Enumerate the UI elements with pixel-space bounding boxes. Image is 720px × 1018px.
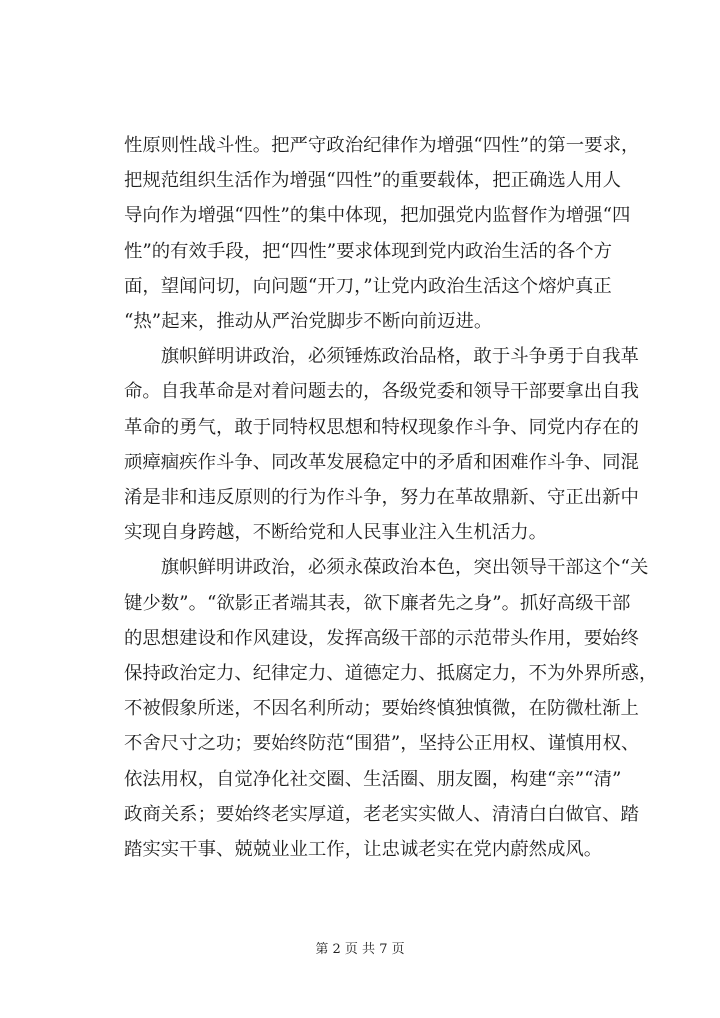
text-line: 性原则性战斗性。把严守政治纪律作为增强“四性”的第一要求， xyxy=(124,135,640,156)
page-number-label: 第 2 页 共 7 页 xyxy=(315,942,405,957)
text-line: 政商关系；要始终老实厚道，老老实实做人、清清白白做官、踏 xyxy=(124,803,639,825)
text-line: 保持政治定力、纪律定力、道德定力、抵腐定力，不为外界所惑， xyxy=(124,663,658,685)
text-line: 导向作为增强“四性”的集中体现，把加强党内监督作为增强“四 xyxy=(124,205,631,227)
page-footer xyxy=(0,938,720,957)
paragraph-1 xyxy=(124,128,640,339)
text-line: 命。自我革命是对着问题去的，各级党委和领导干部要拿出自我 xyxy=(124,381,639,403)
text-line: 旗帜鲜明讲政治，必须锤炼政治品格，敢于斗争勇于自我革 xyxy=(124,346,639,368)
text-line: 旗帜鲜明讲政治，必须永葆政治本色，突出领导干部这个“关 xyxy=(124,557,649,579)
text-line: 顽瘴痼疾作斗争、同改革发展稳定中的矛盾和困难作斗争、同混 xyxy=(124,451,639,473)
paragraph-2 xyxy=(124,339,639,550)
text-line: “热”起来，推动从严治党脚步不断向前迈进。 xyxy=(124,311,493,333)
text-line: 依法用权，自觉净化社交圈、生活圈、朋友圈，构建“亲”“清” xyxy=(124,768,622,790)
text-line: 淆是非和违反原则的行为作斗争，努力在革故鼎新、守正出新中 xyxy=(124,487,639,509)
text-line: 键少数”。“欲影正者端其表，欲下廉者先之身”。抓好高级干部 xyxy=(124,592,631,614)
text-line: 的思想建设和作风建设，发挥高级干部的示范带头作用，要始终 xyxy=(124,627,639,649)
text-line: 面，望闻问切，向问题“开刀，”让党内政治生活这个熔炉真正 xyxy=(124,275,612,297)
text-line: 把规范组织生活作为增强“四性”的重要载体，把正确选人用人 xyxy=(124,170,621,192)
body-text xyxy=(124,128,658,867)
text-line: 性”的有效手段，把“四性”要求体现到党内政治生活的各个方 xyxy=(124,240,612,262)
text-line: 实现自身跨越，不断给党和人民事业注入生机活力。 xyxy=(124,522,547,544)
text-line: 不被假象所迷，不因名利所动；要始终慎独慎微，在防微杜渐上 xyxy=(124,698,639,720)
paragraph-3 xyxy=(124,550,658,867)
text-line: 不舍尺寸之功；要始终防范“围猎”，坚持公正用权、谨慎用权、 xyxy=(124,733,640,755)
text-line: 踏实实干事、兢兢业业工作，让忠诚老实在党内蔚然成风。 xyxy=(124,839,603,861)
text-line: 革命的勇气，敢于同特权思想和特权现象作斗争、同党内存在的 xyxy=(124,416,639,438)
